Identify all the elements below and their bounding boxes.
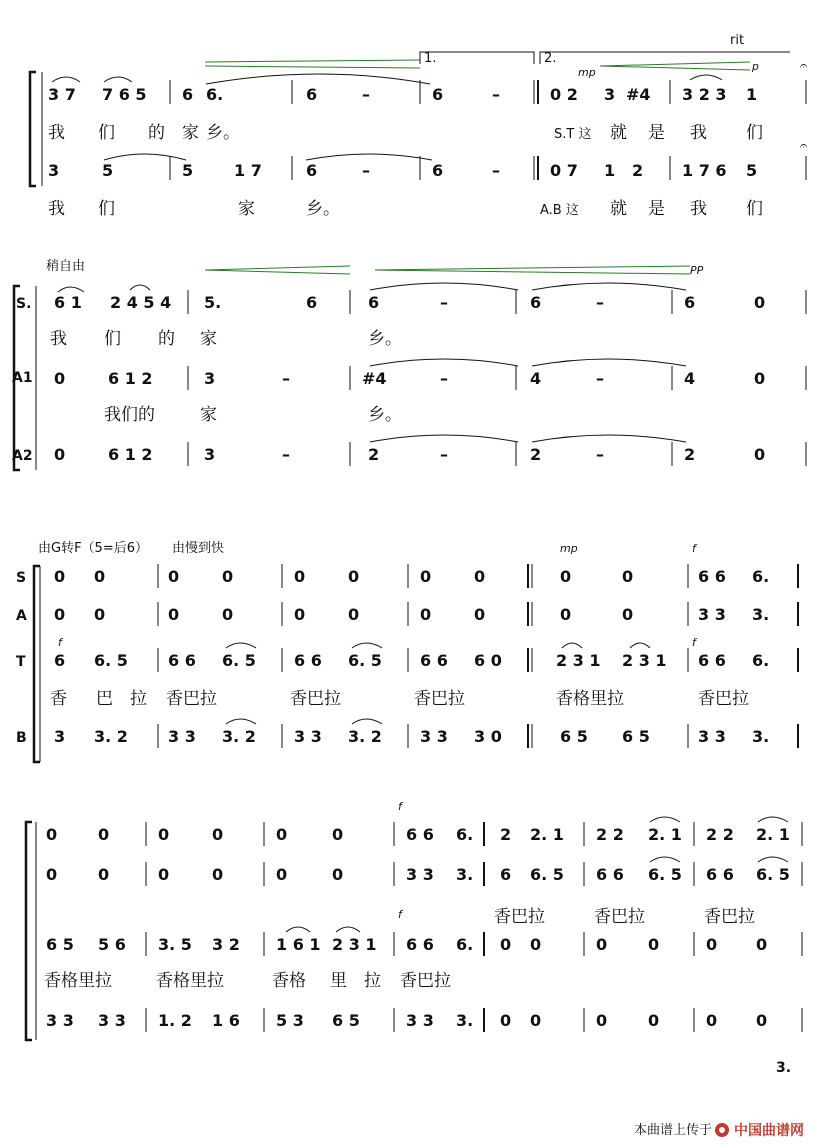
svg-text:6 6: 6 6 [706, 865, 734, 884]
svg-text:0: 0 [348, 605, 360, 624]
svg-text:1 6 1: 1 6 1 [276, 935, 321, 954]
svg-text:0: 0 [622, 567, 634, 586]
svg-text:6: 6 [530, 293, 542, 312]
dynamic-mp: mp [578, 66, 596, 79]
svg-text:2 2: 2 2 [596, 825, 624, 844]
svg-text:0: 0 [648, 1011, 660, 1030]
svg-text:6: 6 [306, 85, 318, 104]
svg-text:3.: 3. [752, 605, 770, 624]
svg-text:6 6: 6 6 [420, 651, 448, 670]
svg-text:6 1: 6 1 [54, 293, 82, 312]
svg-text:6 6: 6 6 [168, 651, 196, 670]
svg-text:0: 0 [348, 567, 360, 586]
svg-text:0: 0 [530, 1011, 542, 1030]
svg-text:0: 0 [294, 567, 306, 586]
svg-text:就: 就 [610, 199, 627, 219]
svg-text:0: 0 [332, 825, 344, 844]
svg-text:3: 3 [204, 445, 216, 464]
part-1-lyrics [48, 123, 763, 143]
svg-text:3 3: 3 3 [698, 727, 726, 746]
svg-text:3 3: 3 3 [420, 727, 448, 746]
svg-text:6: 6 [306, 161, 318, 180]
svg-text:6 0: 6 0 [474, 651, 502, 670]
svg-text:0 2: 0 2 [550, 85, 578, 104]
svg-text:香巴拉: 香巴拉 [704, 907, 755, 927]
part-b-notes [54, 719, 798, 748]
svg-text:–: – [596, 369, 604, 388]
svg-text:0: 0 [94, 567, 106, 586]
part-2-notes [46, 857, 802, 886]
svg-text:香巴拉: 香巴拉 [290, 689, 341, 709]
part-t-notes [54, 636, 798, 672]
svg-text:0: 0 [756, 935, 768, 954]
svg-text:5: 5 [746, 161, 758, 180]
svg-text:–: – [596, 445, 604, 464]
system-brace [30, 72, 36, 186]
svg-text:#4: #4 [626, 85, 651, 104]
svg-text:是: 是 [648, 199, 665, 219]
svg-text:0: 0 [500, 935, 512, 954]
svg-text:A.B 这: A.B 这 [540, 203, 579, 218]
svg-text:0: 0 [420, 567, 432, 586]
svg-text:0: 0 [754, 445, 766, 464]
svg-text:6 1 2: 6 1 2 [108, 445, 153, 464]
system-1 [30, 33, 807, 219]
svg-text:香格: 香格 [272, 971, 306, 991]
part-s-notes [54, 564, 798, 588]
svg-text:0: 0 [648, 935, 660, 954]
svg-text:0: 0 [560, 605, 572, 624]
svg-text:0: 0 [500, 1011, 512, 1030]
svg-text:0: 0 [530, 935, 542, 954]
svg-text:7 6 5: 7 6 5 [102, 85, 147, 104]
svg-text:6: 6 [182, 85, 194, 104]
svg-text:0: 0 [158, 825, 170, 844]
svg-text:3 7: 3 7 [48, 85, 76, 104]
svg-text:1 7 6: 1 7 6 [682, 161, 727, 180]
svg-text:6. 5: 6. 5 [648, 865, 682, 884]
svg-text:0: 0 [596, 935, 608, 954]
svg-text:3.: 3. [456, 1011, 474, 1030]
svg-text:–: – [440, 293, 448, 312]
svg-text:0: 0 [294, 605, 306, 624]
part-1-notes [46, 817, 802, 846]
svg-text:3: 3 [54, 727, 66, 746]
svg-text:3 0: 3 0 [474, 727, 502, 746]
svg-text:2 3 1: 2 3 1 [332, 935, 377, 954]
part-2-lyrics [48, 199, 763, 219]
svg-text:0: 0 [158, 865, 170, 884]
svg-text:2: 2 [368, 445, 380, 464]
svg-text:3.: 3. [456, 865, 474, 884]
svg-text:3 3: 3 3 [98, 1011, 126, 1030]
svg-text:3 3: 3 3 [168, 727, 196, 746]
svg-text:0: 0 [168, 567, 180, 586]
svg-text:f: f [58, 636, 62, 649]
svg-text:2: 2 [632, 161, 644, 180]
svg-text:2: 2 [684, 445, 696, 464]
svg-text:0: 0 [756, 1011, 768, 1030]
part-3-notes [46, 908, 802, 956]
svg-text:6 6: 6 6 [596, 865, 624, 884]
svg-text:0: 0 [54, 567, 66, 586]
part-4-notes [46, 1008, 802, 1032]
svg-text:香巴拉: 香巴拉 [494, 907, 545, 927]
svg-text:–: – [440, 445, 448, 464]
svg-text:们: 们 [98, 199, 115, 219]
system-3 [16, 540, 798, 762]
svg-text:3. 2: 3. 2 [222, 727, 256, 746]
svg-text:拉: 拉 [364, 971, 381, 991]
svg-text:我: 我 [690, 123, 707, 143]
svg-text:–: – [362, 85, 370, 104]
svg-text:3: 3 [48, 161, 60, 180]
volta-1: 1. [424, 51, 437, 66]
svg-text:2. 1: 2. 1 [648, 825, 682, 844]
part-s-notes [54, 283, 806, 314]
svg-text:2. 1: 2. 1 [756, 825, 790, 844]
svg-text:f: f [692, 636, 696, 649]
svg-text:6: 6 [432, 161, 444, 180]
svg-text:–: – [492, 85, 500, 104]
svg-text:0: 0 [276, 865, 288, 884]
part-label-a: A [16, 608, 27, 624]
svg-text:–: – [362, 161, 370, 180]
svg-text:#4: #4 [362, 369, 387, 388]
part-label-a2: A2 [12, 448, 33, 464]
svg-text:香: 香 [50, 689, 67, 709]
page-number: 3. [776, 1060, 792, 1076]
svg-text:6. 5: 6. 5 [94, 651, 128, 670]
svg-text:6 5: 6 5 [560, 727, 588, 746]
tempo-mark: 稍自由 [46, 259, 86, 274]
svg-text:们: 们 [746, 199, 763, 219]
svg-text:6.: 6. [752, 651, 770, 670]
svg-text:3 2: 3 2 [212, 935, 240, 954]
svg-text:我: 我 [48, 123, 65, 143]
svg-text:3. 5: 3. 5 [158, 935, 192, 954]
part-label-s: S. [16, 296, 32, 312]
system-4 [26, 800, 802, 1040]
svg-text:2 3 1: 2 3 1 [556, 651, 601, 670]
svg-text:0: 0 [46, 865, 58, 884]
svg-text:3 3: 3 3 [406, 865, 434, 884]
svg-text:4: 4 [684, 369, 696, 388]
svg-text:6. 5: 6. 5 [222, 651, 256, 670]
dynamic-mp: mp [560, 542, 578, 555]
svg-text:家: 家 [200, 405, 217, 425]
svg-text:乡。: 乡。 [368, 405, 402, 425]
svg-text:的: 的 [158, 329, 175, 349]
footer-upload-text: 本曲谱上传于 [634, 1123, 713, 1138]
svg-text:𝄐: 𝄐 [800, 59, 808, 74]
svg-text:6 6: 6 6 [406, 825, 434, 844]
svg-text:5: 5 [102, 161, 114, 180]
svg-text:6: 6 [684, 293, 696, 312]
svg-text:0: 0 [560, 567, 572, 586]
tempo-change-mark: 由慢到快 [172, 541, 225, 556]
svg-text:0: 0 [46, 825, 58, 844]
svg-text:0: 0 [222, 605, 234, 624]
svg-text:–: – [282, 445, 290, 464]
svg-text:0: 0 [212, 865, 224, 884]
dynamic-f: f [398, 800, 402, 813]
svg-text:0: 0 [276, 825, 288, 844]
svg-text:1 7: 1 7 [234, 161, 262, 180]
svg-text:0 7: 0 7 [550, 161, 578, 180]
svg-text:0: 0 [222, 567, 234, 586]
part-label-s: S [16, 570, 27, 586]
svg-text:巴: 巴 [96, 689, 113, 709]
svg-text:们: 们 [104, 329, 121, 349]
svg-text:6: 6 [500, 865, 512, 884]
dynamic-p: p [752, 60, 759, 73]
svg-text:香格里拉: 香格里拉 [44, 971, 112, 991]
svg-text:6: 6 [432, 85, 444, 104]
svg-text:S.T 这: S.T 这 [554, 127, 592, 142]
svg-text:我: 我 [48, 199, 65, 219]
part-a2-notes [54, 435, 806, 466]
svg-text:们: 们 [98, 123, 115, 143]
svg-text:3 3: 3 3 [406, 1011, 434, 1030]
svg-text:3. 2: 3. 2 [94, 727, 128, 746]
svg-text:就: 就 [610, 123, 627, 143]
svg-text:香巴拉: 香巴拉 [414, 689, 465, 709]
svg-text:0: 0 [212, 825, 224, 844]
svg-text:香格里拉: 香格里拉 [556, 689, 624, 709]
part-a1-lyrics [104, 405, 402, 425]
svg-text:6 5: 6 5 [622, 727, 650, 746]
svg-text:𝄐: 𝄐 [800, 139, 808, 154]
svg-text:5.: 5. [204, 293, 222, 312]
svg-text:1. 2: 1. 2 [158, 1011, 192, 1030]
svg-text:–: – [596, 293, 604, 312]
svg-text:6 6: 6 6 [698, 567, 726, 586]
svg-text:家: 家 [238, 199, 255, 219]
svg-text:0: 0 [474, 605, 486, 624]
svg-text:6 6: 6 6 [406, 935, 434, 954]
svg-text:乡。: 乡。 [206, 123, 240, 143]
svg-text:2: 2 [500, 825, 512, 844]
part-label-b: B [16, 730, 27, 746]
svg-text:0: 0 [54, 369, 66, 388]
svg-text:–: – [492, 161, 500, 180]
svg-text:0: 0 [596, 1011, 608, 1030]
svg-text:拉: 拉 [130, 689, 147, 709]
footer-brand: 中国曲谱网 [734, 1123, 804, 1139]
upper-lyrics [494, 907, 755, 927]
svg-text:2 2: 2 2 [706, 825, 734, 844]
svg-text:是: 是 [648, 123, 665, 143]
svg-text:6 6: 6 6 [294, 651, 322, 670]
svg-text:香格里拉: 香格里拉 [156, 971, 224, 991]
svg-text:的: 的 [148, 123, 165, 143]
svg-text:0: 0 [754, 369, 766, 388]
system-2 [12, 258, 806, 470]
svg-text:香巴拉: 香巴拉 [166, 689, 217, 709]
svg-text:6 6: 6 6 [698, 651, 726, 670]
svg-text:6: 6 [306, 293, 318, 312]
svg-text:2 3 1: 2 3 1 [622, 651, 667, 670]
svg-text:2 4 5 4: 2 4 5 4 [110, 293, 172, 312]
svg-text:4: 4 [530, 369, 542, 388]
svg-text:6. 5: 6. 5 [348, 651, 382, 670]
svg-text:1: 1 [604, 161, 616, 180]
svg-text:2. 1: 2. 1 [530, 825, 564, 844]
site-logo-icon [715, 1123, 729, 1137]
part-a-notes [54, 602, 798, 626]
svg-text:6 5: 6 5 [332, 1011, 360, 1030]
part-t-lyrics [50, 689, 749, 709]
svg-text:2: 2 [530, 445, 542, 464]
svg-text:家: 家 [200, 329, 217, 349]
svg-text:0: 0 [168, 605, 180, 624]
key-change-mark: 由G转F（5=后6） [38, 541, 148, 556]
svg-text:香巴拉: 香巴拉 [594, 907, 645, 927]
svg-text:f: f [398, 908, 402, 921]
svg-text:6.: 6. [752, 567, 770, 586]
svg-text:0: 0 [94, 605, 106, 624]
svg-text:我们的: 我们的 [104, 405, 155, 425]
svg-text:家: 家 [182, 123, 199, 143]
part-a1-notes [54, 359, 806, 390]
svg-text:0: 0 [98, 865, 110, 884]
svg-text:5 6: 5 6 [98, 935, 126, 954]
svg-text:6.: 6. [456, 825, 474, 844]
svg-text:0: 0 [622, 605, 634, 624]
dynamic-pp: PP [690, 264, 704, 277]
part-label-t: T [16, 654, 26, 670]
svg-text:–: – [440, 369, 448, 388]
svg-text:1 6: 1 6 [212, 1011, 240, 1030]
part-2-notes [48, 139, 807, 180]
svg-text:我: 我 [690, 199, 707, 219]
svg-text:3.: 3. [752, 727, 770, 746]
svg-text:6. 5: 6. 5 [756, 865, 790, 884]
part-s-lyrics [50, 329, 402, 349]
svg-text:3: 3 [604, 85, 616, 104]
svg-text:1: 1 [746, 85, 758, 104]
svg-text:0: 0 [54, 605, 66, 624]
svg-text:香巴拉: 香巴拉 [698, 689, 749, 709]
svg-text:里: 里 [330, 971, 347, 991]
dynamic-f: f [692, 542, 696, 555]
svg-text:我: 我 [50, 329, 67, 349]
svg-text:6.: 6. [456, 935, 474, 954]
svg-text:0: 0 [420, 605, 432, 624]
volta-2: 2. [544, 51, 557, 66]
svg-text:3. 2: 3. 2 [348, 727, 382, 746]
svg-text:5: 5 [182, 161, 194, 180]
rit-mark: rit [730, 33, 745, 48]
lower-lyrics [44, 971, 451, 991]
svg-text:6. 5: 6. 5 [530, 865, 564, 884]
svg-text:乡。: 乡。 [306, 199, 340, 219]
svg-text:3 2 3: 3 2 3 [682, 85, 727, 104]
svg-text:0: 0 [754, 293, 766, 312]
svg-text:3 3: 3 3 [698, 605, 726, 624]
svg-text:0: 0 [98, 825, 110, 844]
svg-text:3 3: 3 3 [46, 1011, 74, 1030]
svg-text:6.: 6. [206, 85, 224, 104]
svg-text:0: 0 [332, 865, 344, 884]
svg-text:3: 3 [204, 369, 216, 388]
svg-text:6 5: 6 5 [46, 935, 74, 954]
svg-text:5 3: 5 3 [276, 1011, 304, 1030]
svg-text:0: 0 [706, 1011, 718, 1030]
svg-text:6: 6 [54, 651, 66, 670]
svg-text:们: 们 [746, 123, 763, 143]
svg-text:6: 6 [368, 293, 380, 312]
svg-text:3 3: 3 3 [294, 727, 322, 746]
svg-text:0: 0 [706, 935, 718, 954]
svg-text:乡。: 乡。 [368, 329, 402, 349]
svg-text:–: – [282, 369, 290, 388]
svg-text:香巴拉: 香巴拉 [400, 971, 451, 991]
svg-text:0: 0 [474, 567, 486, 586]
svg-text:0: 0 [54, 445, 66, 464]
part-label-a1: A1 [12, 370, 33, 386]
svg-text:6 1 2: 6 1 2 [108, 369, 153, 388]
